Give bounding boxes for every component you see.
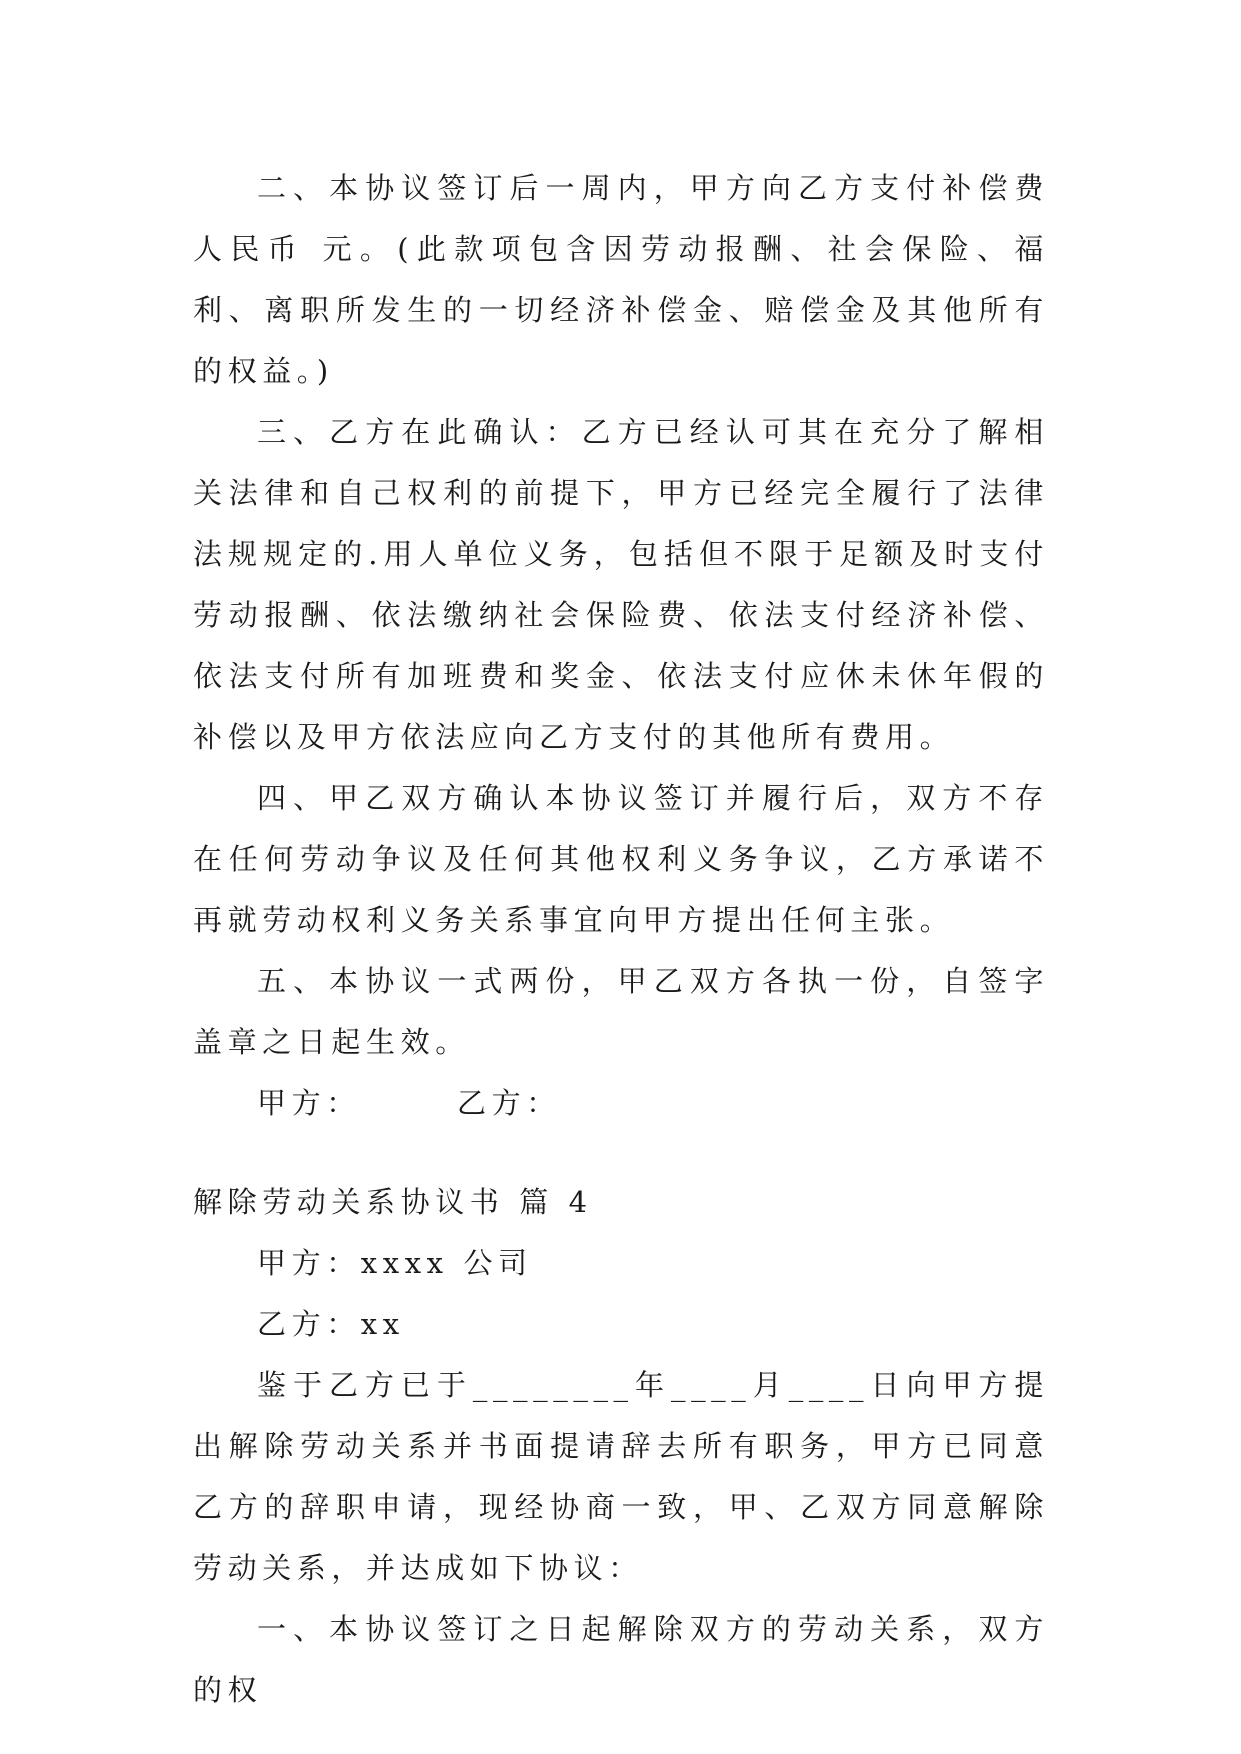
clause-one: 一、本协议签订之日起解除双方的劳动关系，双方的权 [193,1612,1049,1707]
signature-party-a-label: 甲方： [257,1086,361,1120]
section-heading: 解除劳动关系协议书 篇 4 [193,1185,593,1219]
signature-party-b-label: 乙方： [457,1086,561,1120]
party-a-line: 甲方：xxxx 公司 [257,1246,533,1280]
section-gap [193,1134,1049,1172]
clause-four: 四、甲乙双方确认本协议签订并履行后，双方不存在任何劳动争议及任何其他权利义务争议，乙方承诺不再就劳动权利义务关系事宜向甲方提出任何主张。 [193,781,1049,937]
clause-five: 五、本协议一式两份，甲乙双方各执一份，自签字盖章之日起生效。 [193,964,1049,1059]
clause-three: 三、乙方在此确认：乙方已经认可其在充分了解相关法律和自己权利的前提下，甲方已经完全履行了法律法规规定的.用人单位义务，包括但不限于足额及时支付劳动报酬、依法缴纳社会保险费、依法支付经济补偿、依法支付所有加班费和奖金、依法支付应休未休年假的补偿以及甲方依法应向乙方支付的其他所有费用。 [193,415,1049,754]
party-b-line: 乙方：xx [257,1307,405,1341]
clause-two: 二、本协议签订后一周内，甲方向乙方支付补偿费人民币 元。(此款项包含因劳动报酬、社会保险、福利、离职所发生的一切经济补偿金、赔偿金及其他所有的权益。) [193,171,1049,388]
preamble-paragraph: 鉴于乙方已于________年____月____日向甲方提出解除劳动关系并书面提请辞去所有职务，甲方已同意乙方的辞职申请，现经协商一致，甲、乙双方同意解除劳动关系，并达成如下协议： [193,1368,1049,1585]
document-body [193,158,1049,1721]
signature-row [193,1073,1049,1134]
